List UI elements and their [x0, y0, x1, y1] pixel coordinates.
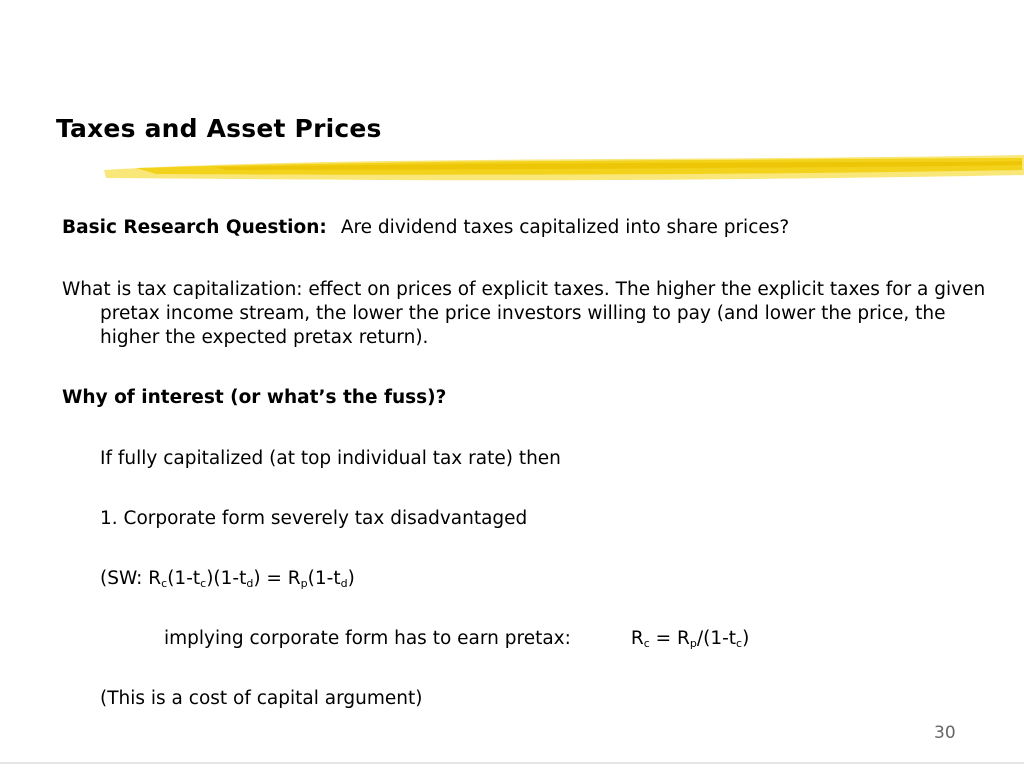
sw-prefix: (SW:: [100, 568, 149, 589]
sw-equation: (SW: $R_c(1-t_c)(1-t_d) = R_p(1-t_d)$: [100, 568, 355, 590]
if-capitalized-line: If fully capitalized (at top individual tax rate) then: [100, 448, 561, 469]
page-number: 30: [934, 723, 956, 743]
bottom-rule: [0, 762, 1024, 764]
implying-text: implying corporate form has to earn pretax:: [164, 628, 571, 649]
implying-line: [164, 627, 749, 651]
research-question-text: Are dividend taxes capitalized into share prices?: [340, 217, 790, 238]
point-1: 1. Corporate form severely tax disadvantaged: [100, 508, 528, 529]
slide-title: Taxes and Asset Prices: [56, 114, 382, 143]
highlighter-stroke: [96, 148, 1024, 188]
closing-note: (This is a cost of capital argument): [100, 688, 423, 709]
research-question-line: [62, 216, 789, 240]
research-question-label: Basic Research Question:: [62, 217, 327, 238]
interest-heading: Why of interest (or what’s the fuss)?: [62, 387, 447, 408]
pretax-equation: $R_c = R_p/(1-t_c)$: [630, 628, 750, 650]
tax-capitalization-definition: What is tax capitalization: effect on prices of explicit taxes. The higher the explicit taxes for a given pretax income stream, the lower the price investors willing to pay (and lower the price, the higher the expected pretax return).: [62, 279, 986, 348]
